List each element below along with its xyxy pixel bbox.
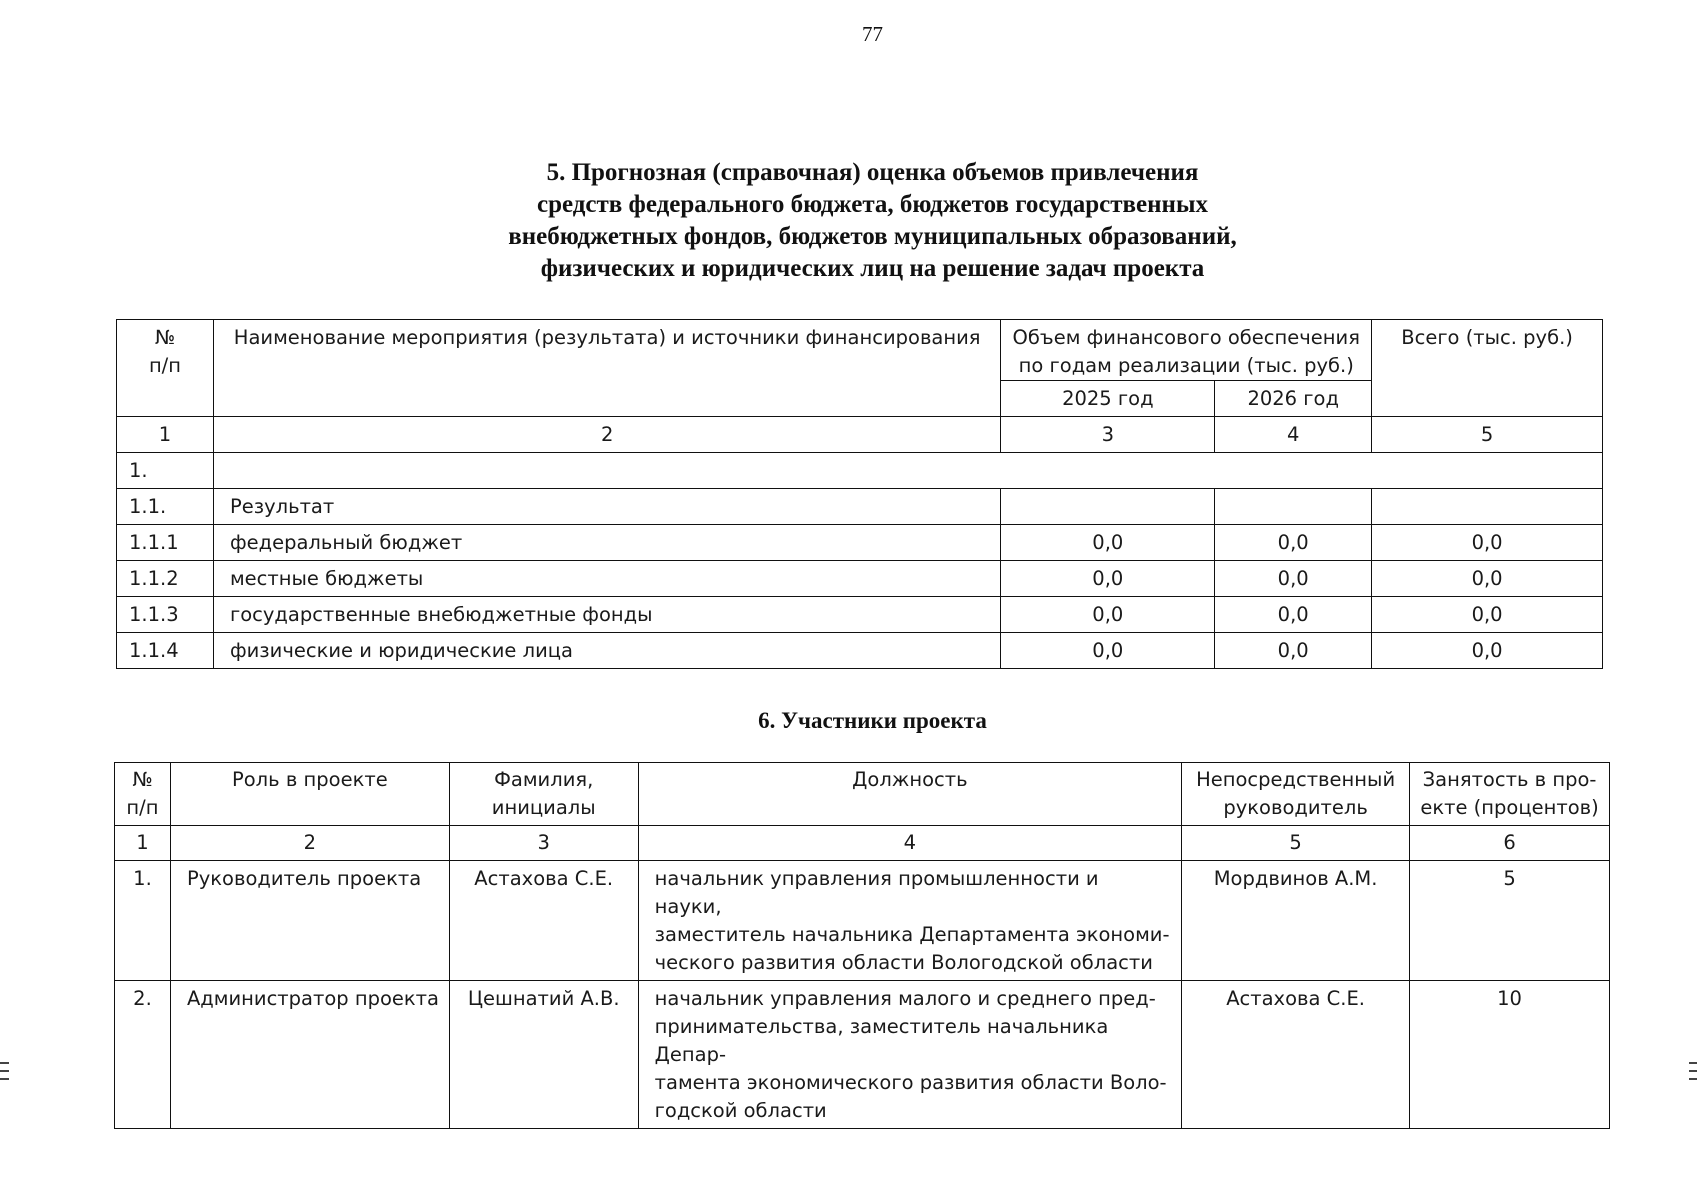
row-num: 1.1.1 — [117, 525, 214, 561]
header-funding-cell — [1001, 320, 1372, 381]
row-value-total — [1372, 489, 1603, 525]
section-5-title-line: 5. Прогнозная (справочная) оценка объемов привлечения — [546, 159, 1199, 186]
position-line: заместитель начальника Департамента экономи- — [654, 923, 1170, 946]
row-name: Результат — [213, 489, 1000, 525]
crop-marks-left — [0, 1062, 10, 1088]
funding-table-header-row — [117, 320, 1603, 381]
row-value-2025: 0,0 — [1001, 525, 1215, 561]
table-row — [117, 525, 1603, 561]
row-name: местные бюджеты — [213, 561, 1000, 597]
row-name: физические и юридические лица — [213, 633, 1000, 669]
position-line: начальник управления малого и среднего пред- — [654, 987, 1156, 1010]
row-value-2026: 0,0 — [1215, 633, 1372, 669]
row-num: 1.1.4 — [117, 633, 214, 669]
position-line: ческого развития области Вологодской области — [654, 951, 1153, 974]
row-value-2026: 0,0 — [1215, 597, 1372, 633]
row-manager: Мордвинов А.М. — [1182, 861, 1410, 981]
table-row — [117, 633, 1603, 669]
header-total-cell: Всего (тыс. руб.) — [1372, 320, 1603, 417]
row-value-2025: 0,0 — [1001, 597, 1215, 633]
colnum-cell: 2 — [170, 826, 449, 861]
funding-table-colnum-row — [117, 417, 1603, 453]
header-role-cell: Роль в проекте — [170, 763, 449, 826]
row-name: Астахова С.Е. — [449, 861, 638, 981]
section-6-title: 6. Участники проекта — [758, 708, 987, 733]
row-name: федеральный бюджет — [213, 525, 1000, 561]
row-value-total: 0,0 — [1372, 633, 1603, 669]
crop-marks-right — [1689, 1062, 1697, 1088]
colnum-cell: 5 — [1372, 417, 1603, 453]
row-name: Цешнатий А.В. — [449, 981, 638, 1129]
page-number: 77 — [862, 22, 883, 46]
participants-table — [114, 762, 1610, 1129]
row-num: 1. — [115, 861, 171, 981]
row-num: 2. — [115, 981, 171, 1129]
row-position — [638, 981, 1181, 1129]
header-year-2025: 2025 год — [1001, 381, 1215, 417]
header-funding-line: Объем финансового обеспечения — [1012, 326, 1360, 349]
header-employment-line: Занятость в про- — [1422, 768, 1597, 791]
row-value-2025: 0,0 — [1001, 633, 1215, 669]
header-manager-line: Непосредственный — [1196, 768, 1396, 791]
section-5-title — [0, 157, 1697, 285]
row-value-2026 — [1215, 489, 1372, 525]
header-manager-cell — [1182, 763, 1410, 826]
table-row — [117, 453, 1603, 489]
colnum-cell: 4 — [638, 826, 1181, 861]
colnum-cell: 6 — [1410, 826, 1610, 861]
row-num: 1.1.2 — [117, 561, 214, 597]
funding-table — [116, 319, 1603, 669]
row-role: Администратор проекта — [170, 981, 449, 1129]
participants-header-row — [115, 763, 1610, 826]
colnum-cell: 3 — [1001, 417, 1215, 453]
section-5-title-line: физических и юридических лиц на решение задач проекта — [540, 255, 1205, 282]
row-value-total: 0,0 — [1372, 525, 1603, 561]
row-num: 1.1.3 — [117, 597, 214, 633]
row-name — [213, 453, 1602, 489]
header-name-cell — [449, 763, 638, 826]
header-num-line: п/п — [148, 354, 182, 377]
table-row — [117, 597, 1603, 633]
row-manager: Астахова С.Е. — [1182, 981, 1410, 1129]
header-num-cell — [117, 320, 214, 417]
row-value-2026: 0,0 — [1215, 561, 1372, 597]
position-line: тамента экономического развития области Воло- — [654, 1071, 1167, 1094]
header-manager-line: руководитель — [1223, 796, 1368, 819]
table-row — [115, 861, 1610, 981]
header-num-line: № — [154, 326, 176, 349]
row-value-total: 0,0 — [1372, 597, 1603, 633]
header-funding-line: по годам реализации (тыс. руб.) — [1018, 354, 1354, 377]
header-num-line: п/п — [126, 796, 159, 819]
colnum-cell: 1 — [117, 417, 214, 453]
table-row — [117, 561, 1603, 597]
participants-colnum-row — [115, 826, 1610, 861]
row-employment: 10 — [1410, 981, 1610, 1129]
header-num-cell — [115, 763, 171, 826]
colnum-cell: 4 — [1215, 417, 1372, 453]
section-5-title-line: средств федерального бюджета, бюджетов государственных — [537, 191, 1208, 218]
header-employment-cell — [1410, 763, 1610, 826]
table-row — [115, 981, 1610, 1129]
row-name: государственные внебюджетные фонды — [213, 597, 1000, 633]
row-value-2025 — [1001, 489, 1215, 525]
header-name-line: Фамилия, — [494, 768, 594, 791]
header-num-line: № — [132, 768, 153, 791]
position-line: принимательства, заместитель начальника Депар- — [654, 1015, 1109, 1066]
row-num: 1. — [117, 453, 214, 489]
header-name-cell: Наименование мероприятия (результата) и источники финансирования — [213, 320, 1000, 417]
row-value-total: 0,0 — [1372, 561, 1603, 597]
header-year-2026: 2026 год — [1215, 381, 1372, 417]
table-row — [117, 489, 1603, 525]
header-name-line: инициалы — [491, 796, 596, 819]
row-role: Руководитель проекта — [170, 861, 449, 981]
row-value-2026: 0,0 — [1215, 525, 1372, 561]
row-position — [638, 861, 1181, 981]
row-value-2025: 0,0 — [1001, 561, 1215, 597]
header-employment-line: екте (процентов) — [1420, 796, 1599, 819]
colnum-cell: 5 — [1182, 826, 1410, 861]
colnum-cell: 2 — [213, 417, 1000, 453]
colnum-cell: 3 — [449, 826, 638, 861]
colnum-cell: 1 — [115, 826, 171, 861]
row-employment: 5 — [1410, 861, 1610, 981]
section-5-title-line: внебюджетных фондов, бюджетов муниципальных образований, — [508, 223, 1237, 250]
row-num: 1.1. — [117, 489, 214, 525]
position-line: начальник управления промышленности и науки, — [654, 867, 1099, 918]
header-position-cell: Должность — [638, 763, 1181, 826]
position-line: годской области — [654, 1099, 827, 1122]
